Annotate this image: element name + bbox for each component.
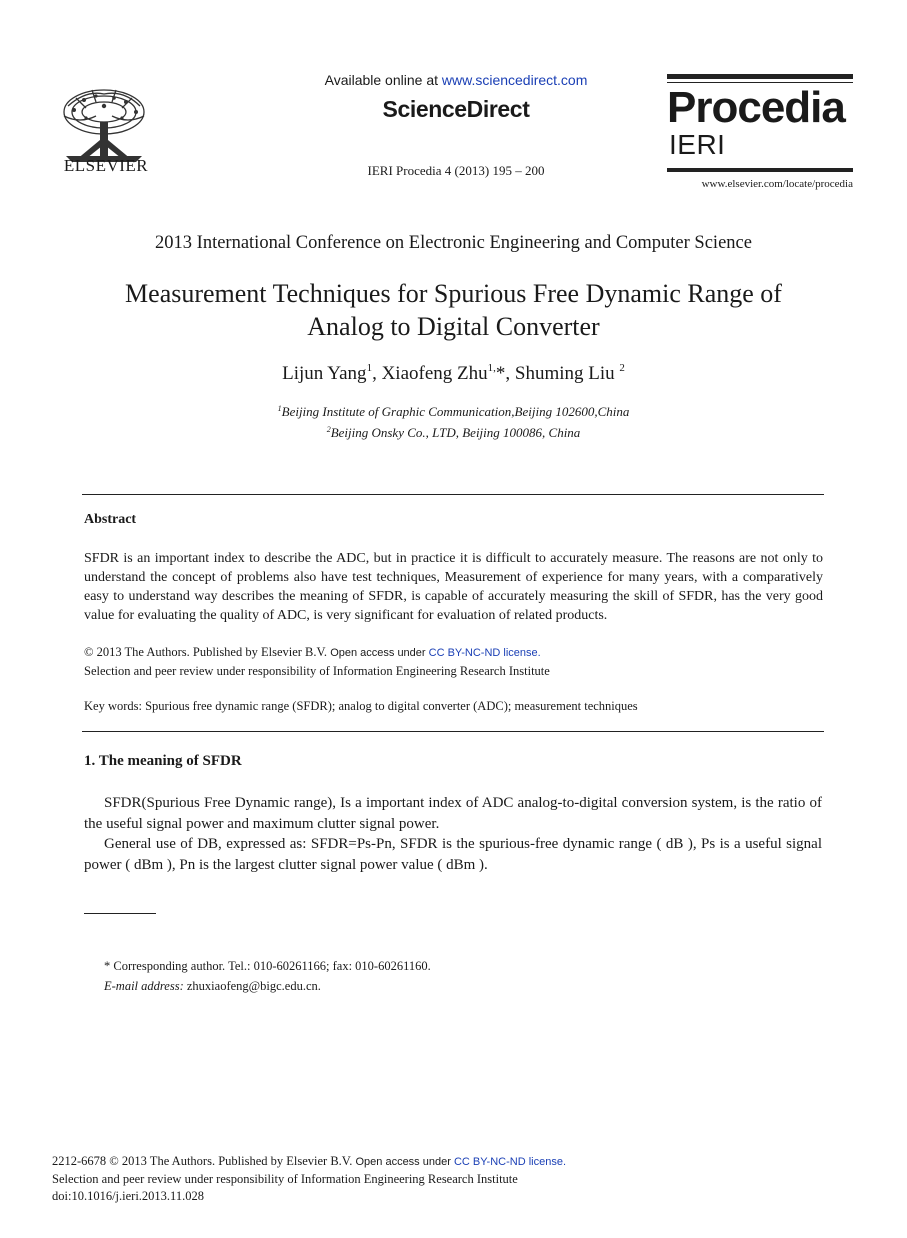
footer-open-access: Open access under bbox=[355, 1156, 454, 1168]
sciencedirect-brand: ScienceDirect bbox=[382, 96, 530, 122]
author-list bbox=[60, 362, 847, 385]
open-access-text: Open access under bbox=[330, 647, 429, 659]
sciencedirect-link[interactable]: www.sciencedirect.com bbox=[441, 72, 588, 88]
affiliation-sup: 1 bbox=[277, 404, 282, 413]
available-online-line bbox=[180, 72, 732, 88]
corresponding-mark: * bbox=[495, 363, 506, 384]
author-name: Shuming Liu bbox=[514, 363, 620, 384]
footer-selection: Selection and peer review under responsibility of Information Engineering Research Institute bbox=[52, 1172, 518, 1186]
copyright-text: © 2013 The Authors. Published by Elsevier B.V. bbox=[84, 645, 331, 659]
procedia-rule-bottom bbox=[667, 168, 853, 172]
section-paragraph: General use of DB, expressed as: SFDR=Ps-Pn, SFDR is the spurious-free dynamic range ( dB ), Ps is a useful signal power ( dBm ), Pn is the largest clutter signal power value ( dBm ). bbox=[84, 836, 822, 873]
abstract-heading: Abstract bbox=[84, 512, 137, 527]
affiliation-text: Beijing Institute of Graphic Communication,Beijing 102600,China bbox=[281, 404, 630, 419]
title-line-2: Analog to Digital Converter bbox=[307, 312, 600, 341]
copyright-line bbox=[84, 643, 823, 662]
author-sep: , bbox=[372, 363, 382, 384]
section-paragraph: SFDR(Spurious Free Dynamic range), Is a important index of ADC analog-to-digital conversion system, is the ratio of the useful signal power and maximum clutter signal power. bbox=[84, 795, 822, 832]
journal-reference: IERI Procedia 4 (2013) 195 – 200 bbox=[367, 163, 545, 178]
author-sup: 1, bbox=[487, 362, 496, 374]
author-sep: , bbox=[505, 363, 515, 384]
page-footer bbox=[52, 1153, 852, 1205]
affiliation-text: Beijing Onsky Co., LTD, Beijing 100086, China bbox=[330, 425, 581, 440]
available-prefix: Available online at bbox=[324, 72, 442, 88]
affiliation-sup: 2 bbox=[326, 425, 331, 434]
procedia-logo-word: Procedia bbox=[667, 83, 845, 132]
footnote-email bbox=[104, 979, 321, 994]
selection-line: Selection and peer review under responsibility of Information Engineering Research Institute bbox=[84, 664, 550, 678]
footer-copyright: 2212-6678 © 2013 The Authors. Published by Elsevier B.V. bbox=[52, 1154, 356, 1168]
affiliations bbox=[60, 400, 847, 442]
affiliation-1 bbox=[60, 400, 847, 421]
procedia-rule-top bbox=[667, 74, 853, 79]
author-sup: 2 bbox=[619, 362, 625, 374]
license-link[interactable]: CC BY-NC-ND license. bbox=[428, 647, 541, 659]
email-label: E-mail address: bbox=[104, 979, 184, 993]
author-name: Xiaofeng Zhu bbox=[381, 363, 488, 384]
author-sup: 1 bbox=[366, 362, 373, 374]
paper-title bbox=[60, 277, 847, 343]
procedia-logo-sub: IERI bbox=[669, 129, 726, 160]
footer-issn-line bbox=[52, 1153, 852, 1171]
email-address[interactable]: zhuxiaofeng@bigc.edu.cn. bbox=[183, 979, 321, 993]
copyright-block bbox=[84, 643, 823, 680]
footnote-corresponding: * Corresponding author. Tel.: 010-60261166; fax: 010-60261160. bbox=[104, 959, 431, 973]
affiliation-2 bbox=[60, 421, 847, 442]
abstract-top-rule bbox=[82, 494, 824, 495]
procedia-url[interactable]: www.elsevier.com/locate/procedia bbox=[701, 178, 853, 190]
elsevier-wordmark: ELSEVIER bbox=[63, 156, 149, 175]
footnote-rule bbox=[84, 913, 156, 914]
conference-name: 2013 International Conference on Electronic Engineering and Computer Science bbox=[155, 233, 752, 253]
footer-license-link[interactable]: CC BY-NC-ND license. bbox=[453, 1156, 566, 1168]
footer-doi[interactable]: doi:10.1016/j.ieri.2013.11.028 bbox=[52, 1189, 204, 1203]
keywords: Key words: Spurious free dynamic range (SFDR); analog to digital converter (ADC); measurement techniques bbox=[84, 699, 638, 713]
title-line-1: Measurement Techniques for Spurious Free Dynamic Range of bbox=[125, 279, 782, 308]
author-name: Lijun Yang bbox=[282, 363, 367, 384]
abstract-bottom-rule bbox=[82, 731, 824, 732]
section-heading: 1. The meaning of SFDR bbox=[84, 753, 242, 769]
abstract-body: SFDR is an important index to describe the ADC, but in practice it is difficult to accurately measure. The reasons are not only to understand the concept of problems also have test techniques, Measurement of experience for many years, with a comparatively easy to understand way describes the meaning of SFDR, is capable of accurately measuring the skill of SFDR, has the very good value for evaluating the quality of ADC, is very significant for evaluation of related products. bbox=[84, 551, 823, 623]
